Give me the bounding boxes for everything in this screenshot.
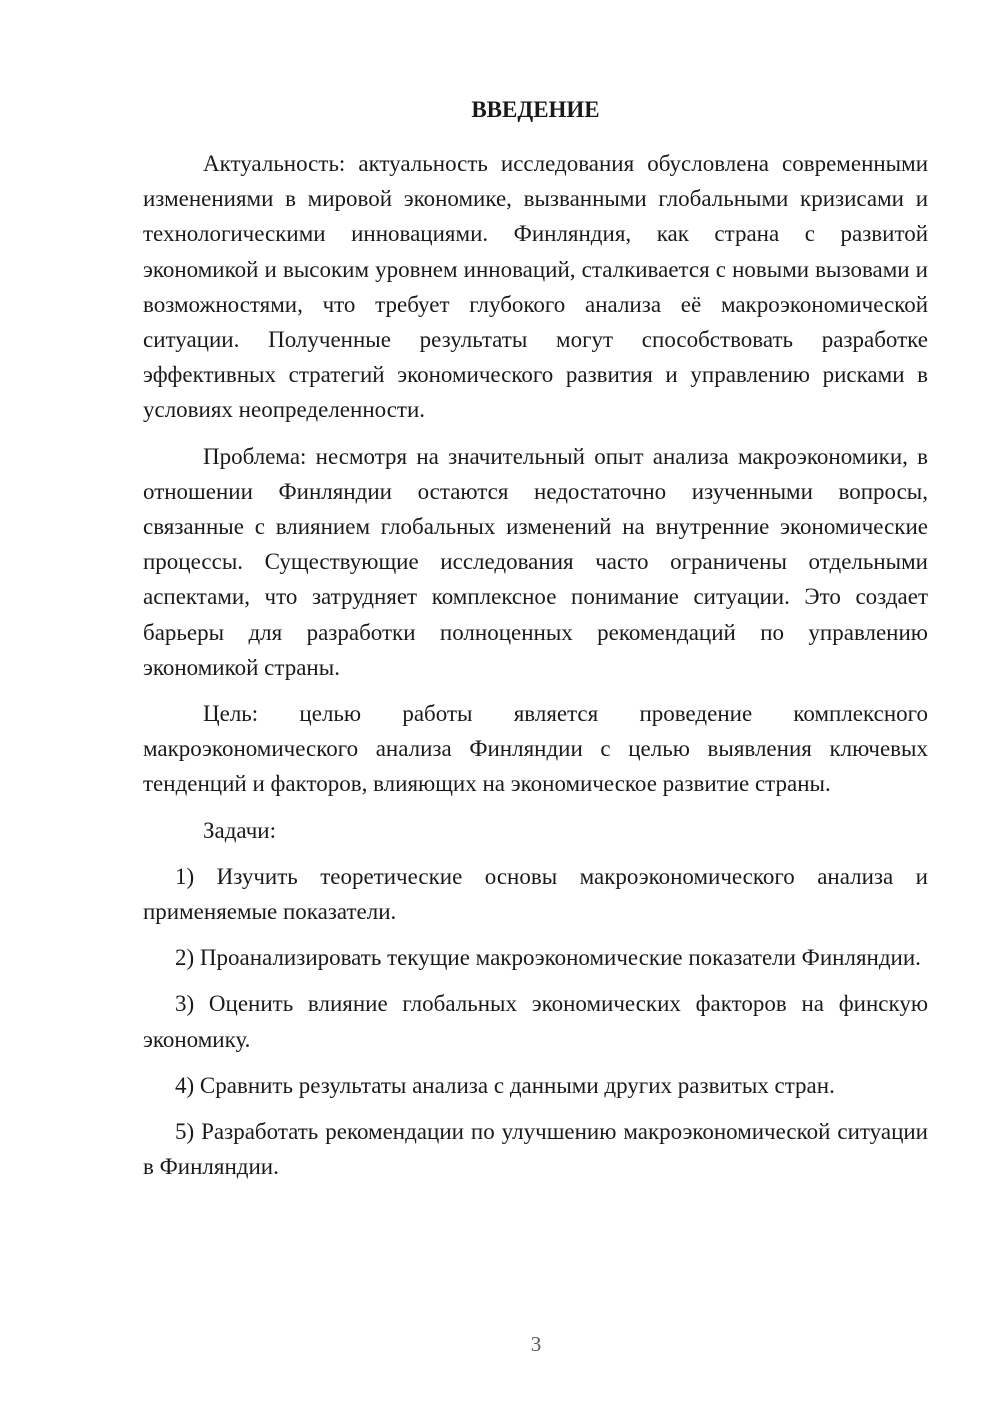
task-item: 5) Разработать рекомендации по улучшению макроэкономической ситуации в Финляндии. (143, 1119, 928, 1180)
page-title: ВВЕДЕНИЕ (471, 97, 600, 122)
tasks-heading: Задачи: (203, 817, 276, 843)
task-item: 1) Изучить теоретические основы макроэкономического анализа и применяемые показатели. (143, 863, 928, 925)
task-item: 4) Сравнить результаты анализа с данными других развитых стран. (175, 1072, 835, 1098)
document-page (143, 92, 928, 1195)
task-item: 2) Проанализировать текущие макроэкономические показатели Финляндии. (175, 945, 921, 971)
page-number: 3 (530, 1332, 542, 1356)
relevance-paragraph: Актуальность: актуальность исследования обусловлена современными изменениями в мировой экономике, вызванными глобальными кризисами и технологическими инновациями. Финляндия, как страна с развитой экономикой и высоким уровнем инноваций, сталкивается с новыми вызовами и возможностями, что требует глубокого анализа её макроэкономической ситуации. Полученные результаты могут способствовать разработке эффективных стратегий экономического развития и управлению рисками в условиях неопределенности. (143, 151, 928, 423)
goal-paragraph: Цель: целью работы является проведение комплексного макроэкономического анализа Финляндии с целью выявления ключевых тенденций и факторов, влияющих на экономическое развитие страны. (143, 701, 928, 797)
problem-paragraph: Проблема: несмотря на значительный опыт анализа макроэкономики, в отношении Финляндии остаются недостаточно изученными вопросы, связанные с влиянием глобальных изменений на внутренние экономические процессы. Существующие исследования часто ограничены отдельными аспектами, что затрудняет комплексное понимание ситуации. Это создает барьеры для разработки полноценных рекомендаций по управлению экономикой страны. (143, 443, 928, 680)
task-item: 3) Оценить влияние глобальных экономических факторов на финскую экономику. (143, 991, 928, 1052)
